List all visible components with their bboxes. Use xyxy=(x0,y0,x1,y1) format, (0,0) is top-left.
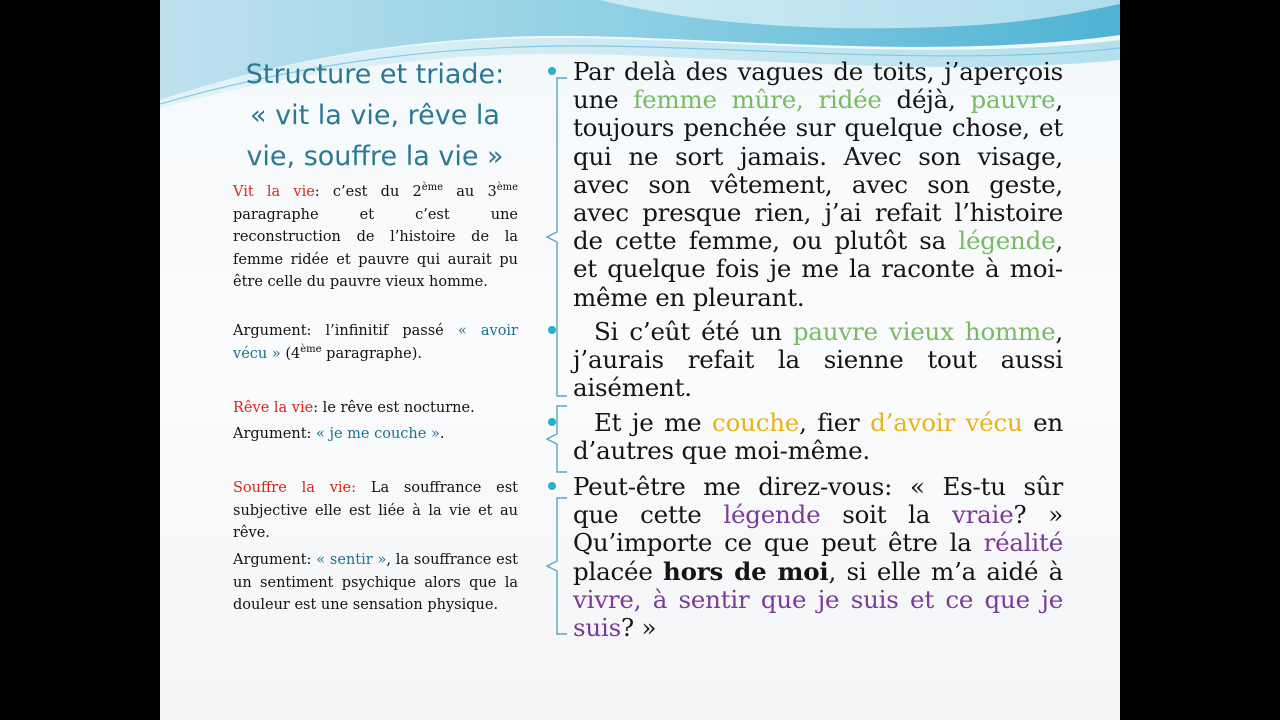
p3-text-a: Et je me xyxy=(594,408,713,437)
reve-argument-paragraph xyxy=(233,423,518,446)
p3-text-b: , fier xyxy=(799,408,871,437)
p1-text-c: , toujours penchée sur quelque chose, et qui ne sort jamais. Avec son visage, avec son vêtement, avec son geste, avec presque rien, j’ai refait l’histoire de cette femme, ou plutôt sa xyxy=(573,85,1064,256)
slide xyxy=(160,0,1120,720)
reve-text: : le rêve est nocturne. xyxy=(313,400,475,416)
text-paragraph-3 xyxy=(573,409,1063,465)
p4-highlight-realite: réalité xyxy=(983,528,1063,558)
brace-2 xyxy=(543,404,573,474)
reve-argument-quote: « je me couche » xyxy=(316,426,440,442)
p4-bold-hors-de-moi: hors de moi xyxy=(663,556,829,586)
bullet-dot-4 xyxy=(548,482,556,490)
souffre-la-vie-label: Souffre la vie: xyxy=(233,480,357,496)
souffre-la-vie-paragraph xyxy=(233,477,518,545)
title-line-2: « vit la vie, rêve la xyxy=(250,100,500,131)
brace-1 xyxy=(543,76,573,398)
reve-argument-prefix: Argument: xyxy=(233,426,317,442)
p2-text-a: Si c’eût été un xyxy=(594,317,793,346)
p1-highlight-legende: légende xyxy=(958,226,1056,256)
p4-text-f: ? » xyxy=(620,613,657,643)
p2-highlight-vieux-homme: pauvre vieux homme xyxy=(792,317,1056,346)
p4-text-b: soit la xyxy=(820,500,952,530)
text-paragraph-4 xyxy=(573,473,1063,642)
p3-highlight-couche: couche xyxy=(712,408,800,437)
vit-la-vie-paragraph xyxy=(233,181,518,294)
text-paragraph-1 xyxy=(573,58,1063,312)
vit-sup-a: ème xyxy=(421,182,444,194)
vit-sup-b: ème xyxy=(496,182,519,194)
vit-argument-text-b: paragraphe). xyxy=(321,345,422,362)
brace-3 xyxy=(543,496,573,636)
p4-highlight-vraie: vraie xyxy=(952,500,1014,530)
p4-highlight-legende: légende xyxy=(723,500,821,530)
slide-title xyxy=(200,54,550,177)
reve-argument-suffix: . xyxy=(439,426,445,442)
p1-highlight-femme: femme mûre, ridée xyxy=(633,85,882,115)
text-paragraph-2 xyxy=(573,318,1063,403)
vit-argument-prefix: Argument: l’infinitif passé xyxy=(233,323,458,339)
title-line-3: vie, souffre la vie » xyxy=(246,141,504,172)
p1-highlight-pauvre: pauvre xyxy=(970,85,1056,115)
p1-text-b: déjà, xyxy=(881,85,971,115)
vit-text-a: : c’est du 2 xyxy=(314,184,422,200)
reve-la-vie-paragraph xyxy=(233,397,518,420)
vit-la-vie-label: Vit la vie xyxy=(233,184,315,200)
vit-text-b: au 3 xyxy=(443,184,497,200)
souffre-argument-quote: « sentir » xyxy=(316,552,387,568)
vit-argument-text-a: (4 xyxy=(280,345,301,362)
vit-argument-quote: « avoir vécu » xyxy=(233,323,518,362)
p4-text-a: Peut-être me direz-vous: « Es-tu sûr que cette xyxy=(573,472,1063,530)
souffre-text: La souffrance est subjective elle est liée à la vie et au rêve. xyxy=(233,480,518,541)
vit-text-c: paragraphe et c’est une reconstruction de l’histoire de la femme ridée et pauvre qui aurait pu être celle du pauvre vieux homme. xyxy=(233,206,518,290)
p3-highlight-avoir-vecu: d’avoir vécu xyxy=(870,408,1023,437)
p4-text-c: ? » Qu’importe ce que peut être la xyxy=(573,500,1063,558)
p1-text-d: , et quelque fois je me la raconte à moi-même en pleurant. xyxy=(573,226,1063,312)
souffre-argument-prefix: Argument: xyxy=(233,552,317,568)
title-line-1: Structure et triade: xyxy=(245,59,505,90)
vit-argument-paragraph xyxy=(233,320,518,365)
reve-la-vie-label: Rêve la vie xyxy=(233,400,314,416)
p3-text-c: en d’autres que moi-même. xyxy=(573,408,1064,466)
vit-argument-sup: ème xyxy=(300,343,322,355)
p2-text-b: , j’aurais refait la sienne tout aussi aisément. xyxy=(573,317,1063,403)
bullet-dot-1 xyxy=(548,67,556,75)
p4-text-d: placée xyxy=(573,556,663,586)
p4-highlight-vivre: vivre, à sentir que je suis et ce que je suis xyxy=(573,584,1063,643)
souffre-argument-suffix: , la souffrance est un sentiment psychique alors que la douleur est une sensation physique. xyxy=(233,552,519,613)
p4-text-e: , si elle m’a aidé à xyxy=(828,556,1063,586)
p1-text-a: Par delà des vagues de toits, j’aperçois une xyxy=(573,57,1063,115)
souffre-argument-paragraph xyxy=(233,549,518,617)
